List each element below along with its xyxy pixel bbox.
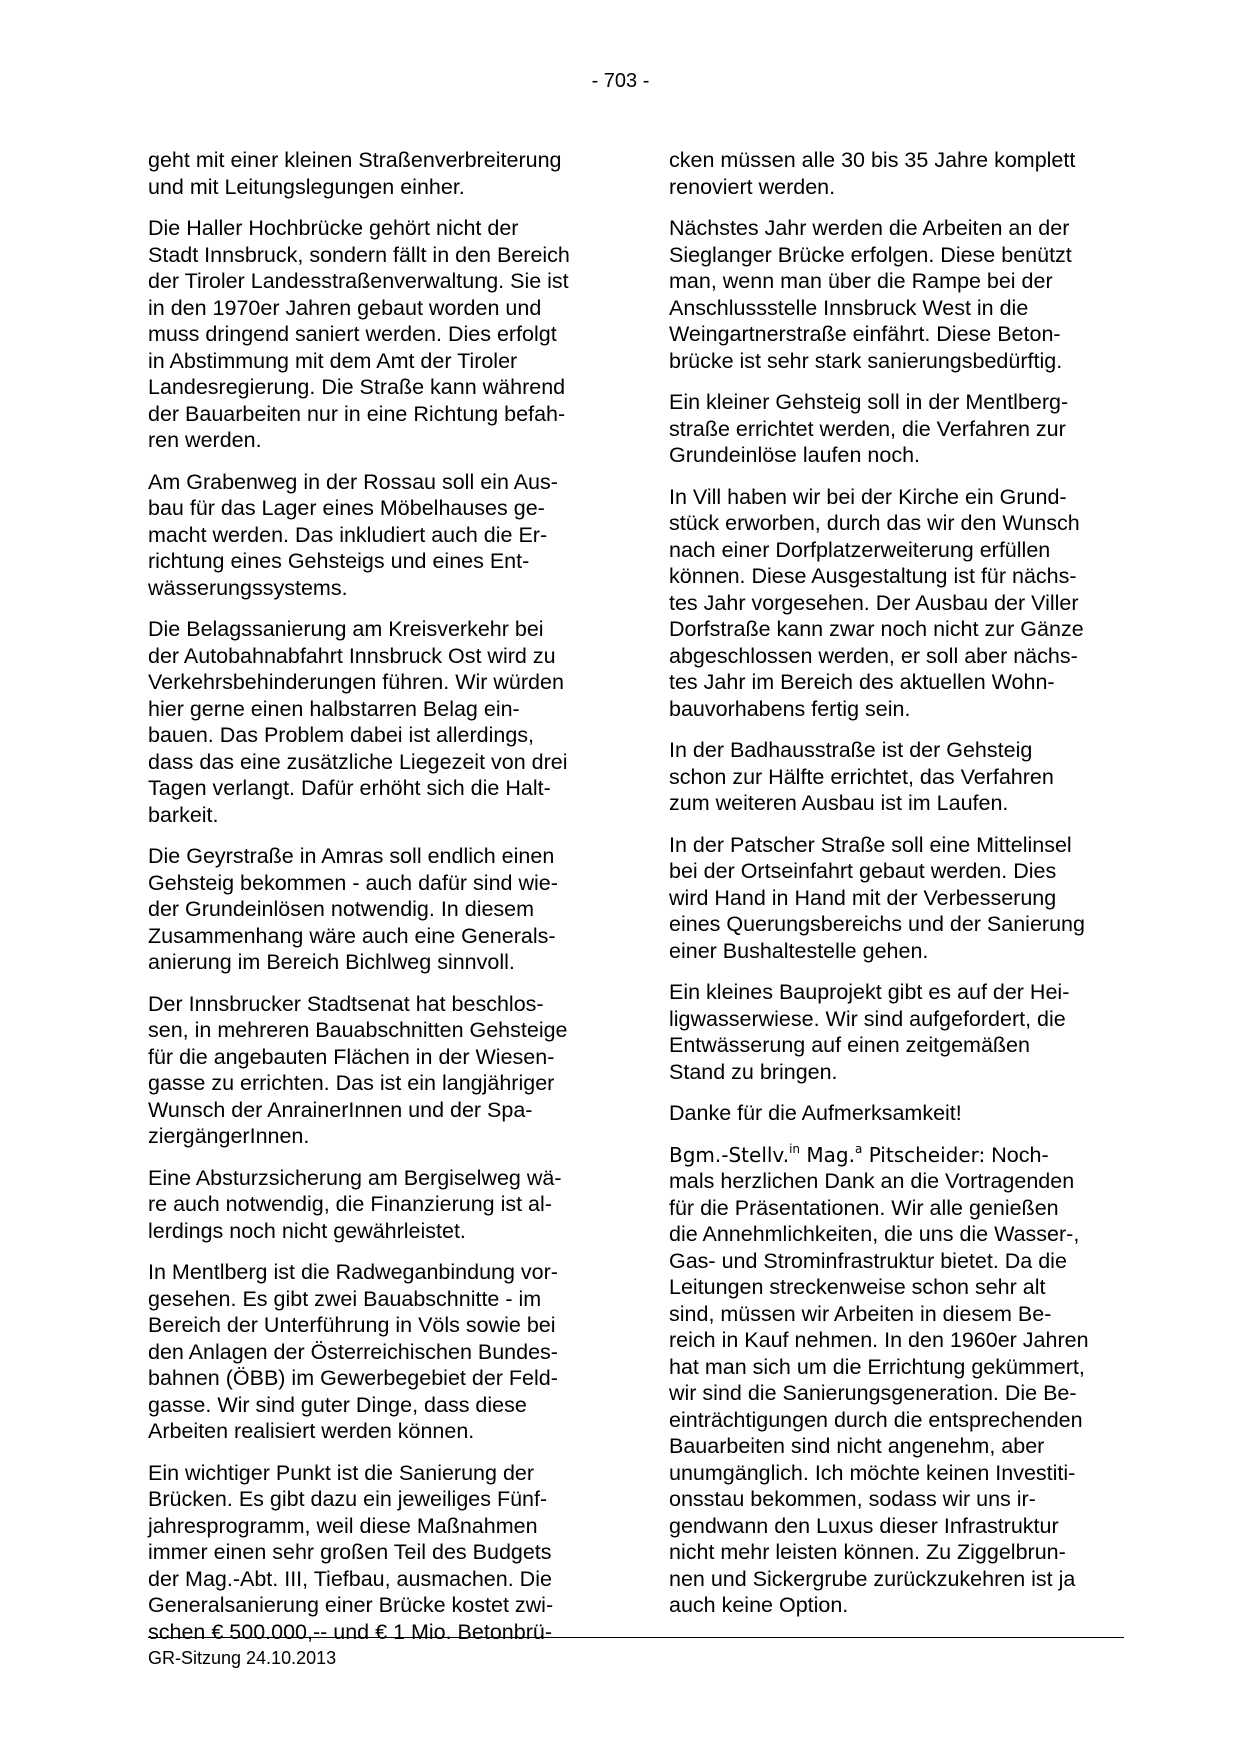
text-line: Dorfstraße kann zwar noch nicht zur Gänze <box>669 617 1084 641</box>
text-line: Landesregierung. Die Straße kann während <box>148 375 566 399</box>
speech-line: gendwann den Luxus dieser Infrastruktur <box>669 1513 1059 1538</box>
text-line: in Abstimmung mit dem Amt der Tiroler <box>148 348 518 373</box>
text-line: tes Jahr im Bereich des aktuellen Wohn- <box>669 670 1055 694</box>
text-line: sen, in mehreren Bauabschnitten Gehsteige <box>148 1018 568 1042</box>
text-line: In Mentlberg ist die Radweganbindung vor- <box>148 1260 558 1284</box>
text-line: Der Innsbrucker Stadtsenat hat beschlos- <box>148 991 544 1016</box>
text-line: gesehen. Es gibt zwei Bauabschnitte - im <box>148 1286 542 1311</box>
right-paragraph <box>669 389 1129 469</box>
text-line: Zusammenhang wäre auch eine Generals- <box>148 923 556 948</box>
text-line: bauen. Das Problem dabei ist allerdings, <box>148 723 535 747</box>
text-line: Ein kleines Bauprojekt gibt es auf der Hei- <box>669 980 1070 1004</box>
right-paragraphs <box>669 147 1129 1127</box>
text-line: wird Hand in Hand mit der Verbesserung <box>669 885 1057 910</box>
text-line: Verkehrsbehinderungen führen. Wir würden <box>148 670 564 694</box>
text-line: In Vill haben wir bei der Kirche ein Grund- <box>669 484 1067 509</box>
text-line: brücke ist sehr stark sanierungsbedürftig. <box>669 348 1063 373</box>
text-line: hier gerne einen halbstarren Belag ein- <box>148 696 520 721</box>
right-paragraph <box>669 832 1129 965</box>
speech-line: Leitungen streckenweise schon sehr alt <box>669 1275 1046 1299</box>
text-line: eines Querungsbereichs und der Sanierung <box>669 912 1085 936</box>
speaker-sup-1: in <box>789 1141 801 1156</box>
text-line: Grundeinlöse laufen noch. <box>669 443 921 467</box>
text-line: renoviert werden. <box>669 174 836 199</box>
text-line: macht werden. Das inkludiert auch die Er- <box>148 522 548 547</box>
speech-line: auch keine Option. <box>669 1593 849 1617</box>
left-paragraph <box>148 215 602 454</box>
text-line: man, wenn man über die Rampe bei der <box>669 269 1053 293</box>
text-line: gasse zu errichten. Das ist ein langjähriger <box>148 1071 555 1095</box>
text-line: straße errichtet werden, die Verfahren zur <box>669 416 1066 441</box>
speech-line: onsstau bekommen, sodass wir uns ir- <box>669 1487 1036 1511</box>
text-line: bau für das Lager eines Möbelhauses ge- <box>148 496 545 520</box>
speaker-sup-2: a <box>854 1141 863 1156</box>
text-line: Am Grabenweg in der Rossau soll ein Aus- <box>148 469 558 494</box>
text-line: anierung im Bereich Bichlweg sinnvoll. <box>148 950 515 974</box>
text-line: den Anlagen der Österreichischen Bundes- <box>148 1339 558 1364</box>
text-line: Arbeiten realisiert werden können. <box>148 1419 475 1443</box>
text-line: Stadt Innsbruck, sondern fällt in den Bereich <box>148 242 570 267</box>
speech-first-line-text: Noch- <box>991 1142 1049 1167</box>
text-line: Sieglanger Brücke erfolgen. Diese benützt <box>669 242 1072 267</box>
footer-rule <box>148 1637 1124 1638</box>
text-line: Die Belagssanierung am Kreisverkehr bei <box>148 617 544 641</box>
right-column <box>669 147 1129 1634</box>
text-line: ren werden. <box>148 428 262 452</box>
text-line: schon zur Hälfte errichtet, das Verfahren <box>669 764 1054 789</box>
text-line: gasse. Wir sind guter Dinge, dass diese <box>148 1392 527 1417</box>
text-line: Brücken. Es gibt dazu ein jeweiliges Fünf- <box>148 1487 548 1511</box>
right-paragraph <box>669 1100 1129 1127</box>
text-line: können. Diese Ausgestaltung ist für nächs- <box>669 564 1077 588</box>
left-paragraph <box>148 1259 602 1445</box>
text-line: Ein kleiner Gehsteig soll in der Mentlberg- <box>669 390 1069 414</box>
text-line: bahnen (ÖBB) im Gewerbegebiet der Feld- <box>148 1366 558 1390</box>
text-line: der Bauarbeiten nur in eine Richtung befah- <box>148 401 566 426</box>
text-line: Gehsteig bekommen - auch dafür sind wie- <box>148 870 558 895</box>
right-paragraph <box>669 147 1129 200</box>
text-line: und mit Leitungslegungen einher. <box>148 174 465 199</box>
text-line: tes Jahr vorgesehen. Der Ausbau der Viller <box>669 590 1079 615</box>
text-line: Anschlussstelle Innsbruck West in die <box>669 295 1029 320</box>
text-line: Generalsanierung einer Brücke kostet zwi- <box>148 1593 554 1617</box>
text-line: lerdings noch nicht gewährleistet. <box>148 1218 466 1243</box>
text-line: der Tiroler Landesstraßenverwaltung. Sie ist <box>148 269 569 293</box>
speech-line: sind, müssen wir Arbeiten in diesem Be- <box>669 1301 1052 1326</box>
left-paragraph <box>148 1460 602 1646</box>
text-line: schen € 500.000,-- und € 1 Mio. Betonbrü- <box>148 1619 552 1644</box>
text-line: Nächstes Jahr werden die Arbeiten an der <box>669 216 1070 240</box>
text-line: In der Patscher Straße soll eine Mittelinsel <box>669 832 1072 857</box>
footer-text: GR-Sitzung 24.10.2013 <box>148 1648 337 1668</box>
text-line: Stand zu bringen. <box>669 1059 838 1084</box>
text-line: cken müssen alle 30 bis 35 Jahre komplett <box>669 148 1076 172</box>
right-paragraph <box>669 737 1129 817</box>
speech-line: Bauarbeiten sind nicht angenehm, aber <box>669 1434 1045 1458</box>
text-line: bei der Ortseinfahrt gebaut werden. Dies <box>669 859 1057 883</box>
text-line: richtung eines Gehsteigs und eines Ent- <box>148 549 530 573</box>
left-paragraph <box>148 991 602 1150</box>
text-line: jahresprogramm, weil diese Maßnahmen <box>148 1513 538 1538</box>
speech-line: hat man sich um die Errichtung gekümmert, <box>669 1354 1085 1379</box>
text-line: re auch notwendig, die Finanzierung ist al- <box>148 1192 552 1216</box>
text-line: In der Badhausstraße ist der Gehsteig <box>669 738 1033 762</box>
text-line: nach einer Dorfplatzerweiterung erfüllen <box>669 537 1051 562</box>
text-line: Wunsch der AnrainerInnen und der Spa- <box>148 1097 533 1122</box>
right-paragraph <box>669 979 1129 1085</box>
text-line: Danke für die Aufmerksamkeit! <box>669 1101 962 1125</box>
text-line: barkeit. <box>148 802 219 827</box>
left-paragraph <box>148 1165 602 1245</box>
speaker-title-1: Bgm.-Stellv. <box>669 1142 790 1167</box>
text-line: der Mag.-Abt. III, Tiefbau, ausmachen. Die <box>148 1566 552 1591</box>
text-line: zum weiteren Ausbau ist im Laufen. <box>669 791 1009 815</box>
text-line: ligwasserwiese. Wir sind aufgefordert, die <box>669 1006 1066 1031</box>
text-line: immer einen sehr großen Teil des Budgets <box>148 1540 552 1564</box>
right-paragraph <box>669 215 1129 374</box>
right-paragraph <box>669 484 1129 723</box>
text-line: Entwässerung auf einen zeitgemäßen <box>669 1033 1030 1057</box>
text-line: Bereich der Unterführung in Völs sowie bei <box>148 1313 556 1337</box>
text-line: Die Haller Hochbrücke gehört nicht der <box>148 216 519 240</box>
text-line: stück erworben, durch das wir den Wunsch <box>669 511 1080 535</box>
speech-first-line <box>669 1142 1129 1169</box>
speech-line: wir sind die Sanierungsgeneration. Die Be- <box>669 1381 1077 1405</box>
page-number: - 703 - <box>591 70 650 92</box>
text-line: Die Geyrstraße in Amras soll endlich einen <box>148 844 555 868</box>
text-line: Ein wichtiger Punkt ist die Sanierung der <box>148 1460 535 1485</box>
left-paragraph <box>148 616 602 828</box>
text-line: ziergängerInnen. <box>148 1124 310 1148</box>
speech-line: einträchtigungen durch die entsprechenden <box>669 1407 1083 1432</box>
left-paragraph <box>148 147 602 200</box>
speech-line: Gas- und Strominfrastruktur bietet. Da die <box>669 1248 1067 1273</box>
left-paragraph <box>148 469 602 602</box>
text-line: Tagen verlangt. Dafür erhöht sich die Halt- <box>148 776 551 800</box>
text-line: bauvorhabens fertig sein. <box>669 696 911 721</box>
left-paragraph <box>148 843 602 976</box>
text-line: Weingartnerstraße einfährt. Diese Beton- <box>669 322 1061 346</box>
text-line: in den 1970er Jahren gebaut worden und <box>148 295 542 320</box>
text-line: muss dringend saniert werden. Dies erfolgt <box>148 322 557 346</box>
speaker-label <box>669 1143 985 1167</box>
text-line: für die angebauten Flächen in der Wiesen- <box>148 1044 555 1069</box>
text-line: dass das eine zusätzliche Liegezeit von drei <box>148 749 568 774</box>
speech-line: unumgänglich. Ich möchte keinen Investiti- <box>669 1460 1076 1485</box>
text-line: der Grundeinlösen notwendig. In diesem <box>148 897 535 921</box>
speech-paragraph <box>669 1142 1129 1619</box>
left-column <box>148 147 602 1660</box>
speech-line: die Annehmlichkeiten, die uns die Wasser-, <box>669 1222 1080 1246</box>
speaker-name: Pitscheider: <box>868 1142 986 1167</box>
speech-line: nen und Sickergrube zurückzukehren ist ja <box>669 1566 1076 1591</box>
text-line: wässerungssystems. <box>148 575 348 600</box>
text-line: der Autobahnabfahrt Innsbruck Ost wird zu <box>148 643 556 668</box>
text-line: geht mit einer kleinen Straßenverbreiterung <box>148 148 562 172</box>
speech-line: für die Präsentationen. Wir alle genießen <box>669 1195 1059 1220</box>
speech-line: reich in Kauf nehmen. In den 1960er Jahren <box>669 1328 1089 1352</box>
speech-line: mals herzlichen Dank an die Vortragenden <box>669 1169 1075 1193</box>
text-line: einer Bushaltestelle gehen. <box>669 938 929 963</box>
speech-line: nicht mehr leisten können. Zu Ziggelbrun- <box>669 1540 1066 1564</box>
speaker-title-2: Mag. <box>806 1142 855 1167</box>
text-line: abgeschlossen werden, er soll aber nächs- <box>669 643 1078 668</box>
text-line: Eine Absturzsicherung am Bergiselweg wä- <box>148 1165 562 1190</box>
